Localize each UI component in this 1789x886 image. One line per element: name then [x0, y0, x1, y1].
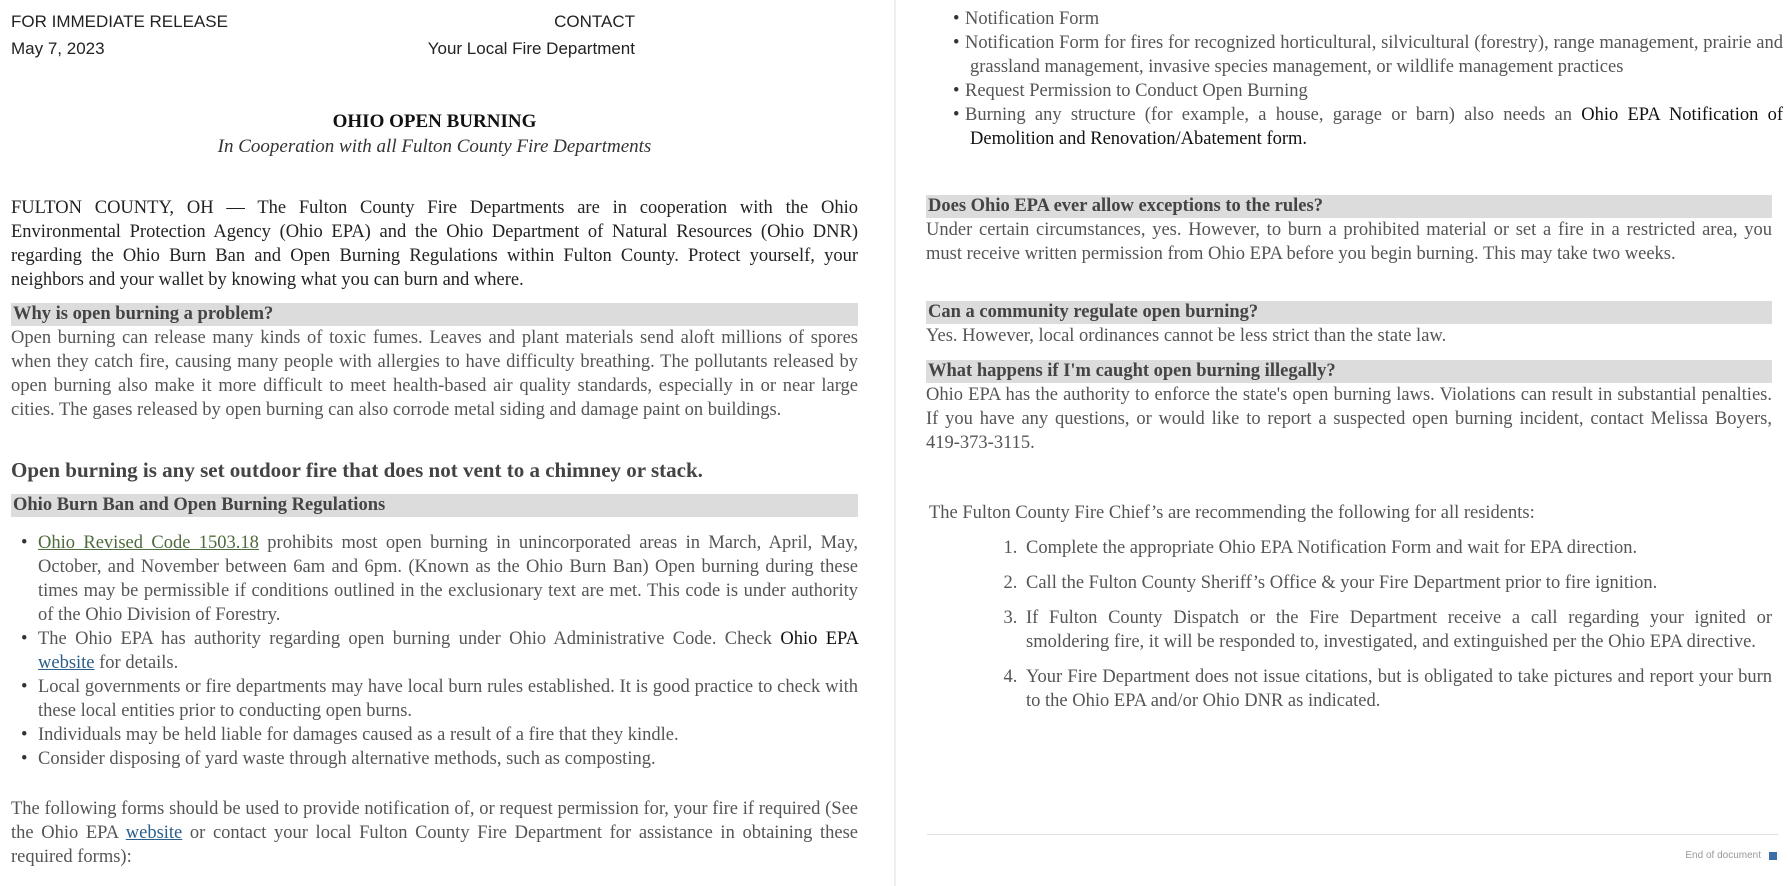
list-item: 4. Your Fire Department does not issue citations, but is obligated to take pictures and report your burn to the Ohio EPA and/or Ohio DNR as indicated.	[1022, 665, 1772, 713]
exceptions-heading: Does Ohio EPA ever allow exceptions to the rules?	[926, 195, 1772, 218]
list-item-text: The Ohio EPA has authority regarding open burning under Ohio Administrative Code. Check	[38, 629, 781, 649]
list-item: • Individuals may be held liable for damages caused as a result of a fire that they kindle.	[21, 725, 679, 745]
community-text: Yes. However, local ordinances cannot be less strict than the state law.	[926, 326, 1447, 346]
community-section	[926, 301, 1772, 348]
definition-statement: Open burning is any set outdoor fire that does not vent to a chimney or stack.	[11, 458, 703, 482]
form-notification: Notification Form	[965, 9, 1100, 29]
list-item: • Consider disposing of yard waste through alternative methods, such as composting.	[21, 749, 656, 769]
forms-list	[943, 7, 1783, 151]
intro-paragraph: FULTON COUNTY, OH — The Fulton County Fire Departments are in cooperation with the Ohio Environmental Protection Agency (Ohio EPA) and the Ohio Department of Natural Resources (Ohio DNR) regarding the Ohio Burn Ban and Open Burning Regulations within Fulton County. Protect yourself, your neighbors and your wallet by knowing what you can burn and where.	[11, 198, 858, 290]
list-item-text: Consider disposing of yard waste through alternative methods, such as composting.	[38, 749, 656, 769]
recommend-list	[929, 536, 1772, 713]
list-item: • Local governments or fire departments may have local burn rules established. It is good practice to check with these local entities prior to conducting open burns.	[21, 677, 858, 721]
recommend-section	[929, 501, 1772, 724]
forms-intro-text: The following forms should be used to provide notification of, or request permission for, your fire if required (See the Ohio EPA	[11, 799, 858, 843]
list-item: 2. Call the Fulton County Sheriff’s Office & your Fire Department prior to fire ignition.	[1022, 571, 1772, 595]
list-item: • Burning any structure (for example, a house, garage or barn) also needs an Ohio EPA Notification of Demolition and Renovation/Abatement form.	[953, 105, 1783, 149]
end-marker-icon	[1769, 852, 1777, 860]
list-item-text: Burning any structure (for example, a house, garage or barn) also needs an	[965, 105, 1582, 125]
community-heading: Can a community regulate open burning?	[926, 301, 1772, 324]
list-item-text: for details.	[94, 653, 179, 673]
right-page	[894, 0, 1789, 886]
caught-heading: What happens if I'm caught open burning illegally?	[926, 360, 1772, 383]
form-demolition: Ohio EPA Notification of Demolition and Renovation/Abatement form.	[970, 105, 1783, 149]
caught-section	[926, 360, 1772, 455]
document-title	[11, 109, 858, 159]
end-of-document	[1685, 850, 1777, 861]
forms-website-link[interactable]: website	[125, 823, 183, 843]
forms-intro-text: or contact your local Fulton County Fire Department for assistance in obtaining these required forms):	[11, 823, 858, 867]
caught-text: Ohio EPA has the authority to enforce the state's open burning laws. Violations can result in substantial penalties. If you have any questions, or would like to report a suspected open burning incident, contact Melissa Boyers, 419-373-3115.	[926, 385, 1772, 453]
regs-list	[11, 531, 858, 771]
page-subtitle: In Cooperation with all Fulton County Fire Departments	[217, 136, 652, 157]
list-item-text: prohibits most open burning in unincorporated areas in March, April, May, October, and November between 6am and 6pm. (Known as the Ohio Burn Ban) Open burning during these times may be permissible if conditions outlined in the exclusionary text are met. This code is under authority of the Ohio Division of Forestry.	[38, 533, 858, 625]
list-item-text: Individuals may be held liable for damages caused as a result of a fire that they kindle.	[38, 725, 679, 745]
recommend-intro: The Fulton County Fire Chief’s are recommending the following for all residents:	[929, 503, 1535, 523]
regs-section	[11, 494, 858, 771]
list-item: 3. If Fulton County Dispatch or the Fire Department receive a call regarding your ignited or smoldering fire, it will be responded to, investigated, and extinguished per the Ohio EPA directive.	[1022, 606, 1772, 654]
ohio-epa-website-link[interactable]: website	[38, 653, 95, 673]
exceptions-section	[926, 195, 1772, 266]
form-request-permission: Request Permission to Conduct Open Burning	[965, 81, 1308, 101]
exceptions-text: Under certain circumstances, yes. However, to burn a prohibited material or set a fire in a restricted area, you must receive written permission from Ohio EPA before you begin burning. This may take two weeks.	[926, 220, 1772, 264]
list-item: • Notification Form for fires for recognized horticultural, silvicultural (forestry), range management, prairie and grassland management, invasive species management, or wildlife management practices	[953, 33, 1783, 77]
why-section	[11, 303, 858, 422]
form-notification-ag: Notification Form for fires for recognized horticultural, silvicultural (forestry), range management, prairie and grassland management, invasive species management, or wildlife management practices	[965, 33, 1783, 77]
why-heading: Why is open burning a problem?	[11, 303, 858, 326]
contact-label: CONTACT	[554, 12, 635, 31]
ohio-epa-text: Ohio EPA	[780, 629, 858, 649]
left-page	[0, 0, 892, 886]
ohio-revised-code-link[interactable]: Ohio Revised Code 1503.18	[38, 533, 259, 553]
why-text: Open burning can release many kinds of toxic fumes. Leaves and plant materials send aloft millions of spores when they catch fire, causing many people with allergies to have difficulty breathing. The pollutants released by open burning also make it more difficult to meet health-based air quality standards, especially in or near large cities. The gases released by open burning can also corrode metal siding and damage paint on buildings.	[11, 328, 858, 420]
release-header	[11, 8, 635, 62]
release-date: May 7, 2023	[11, 39, 105, 58]
definition-section	[11, 458, 858, 482]
regs-heading: Ohio Burn Ban and Open Burning Regulations	[11, 494, 858, 517]
forms-section	[943, 7, 1783, 151]
list-item: • Request Permission to Conduct Open Burning	[953, 81, 1308, 101]
list-item: 1. Complete the appropriate Ohio EPA Notification Form and wait for EPA direction.	[1022, 536, 1772, 560]
list-item-text: Local governments or fire departments may have local burn rules established. It is good practice to check with these local entities prior to conducting open burns.	[38, 677, 858, 721]
list-item: • Notification Form	[953, 9, 1100, 29]
list-item: • Ohio Revised Code 1503.18 prohibits most open burning in unincorporated areas in March, April, May, October, and November between 6am and 6pm. (Known as the Ohio Burn Ban) Open burning during these times may be permissible if conditions outlined in the exclusionary text are met. This code is under authority of the Ohio Division of Forestry.	[21, 533, 858, 625]
list-item: • The Ohio EPA has authority regarding open burning under Ohio Administrative Code. Check Ohio EPA website for details.	[21, 629, 858, 673]
release-label: FOR IMMEDIATE RELEASE	[11, 12, 228, 31]
footer-divider	[927, 834, 1778, 835]
forms-intro	[11, 797, 858, 869]
contact-value: Your Local Fire Department	[427, 39, 635, 58]
page-title: OHIO OPEN BURNING	[332, 111, 537, 132]
end-of-document-label: End of document	[1685, 850, 1761, 861]
